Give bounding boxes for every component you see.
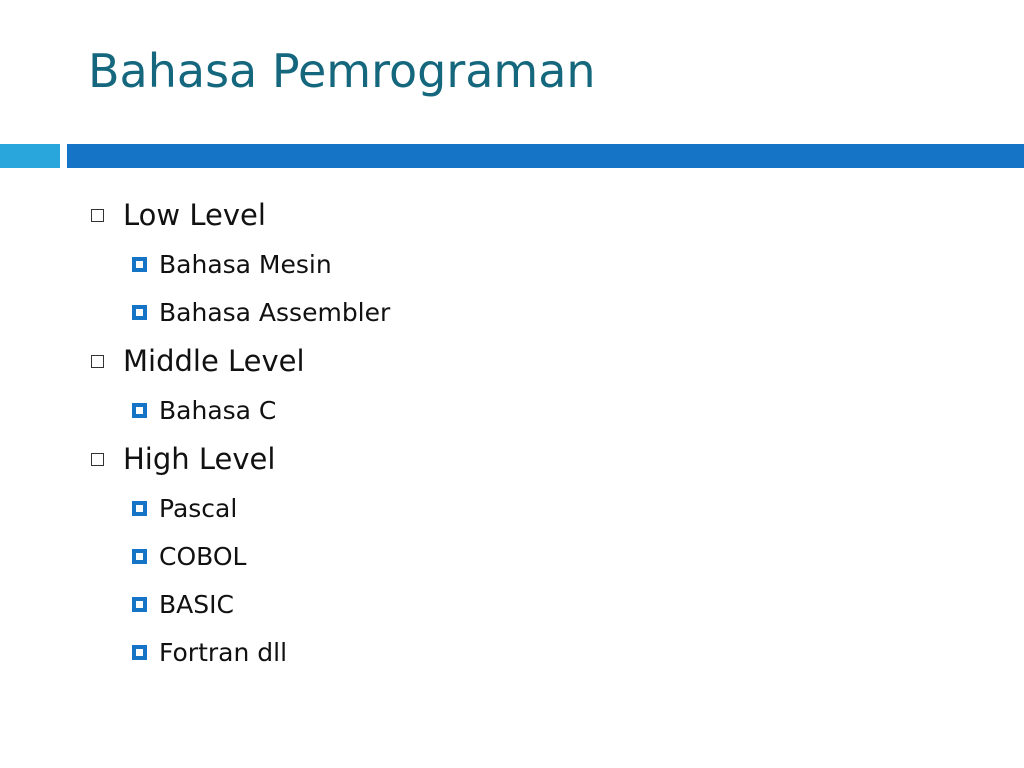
sub-list-item-label: COBOL <box>159 541 247 571</box>
hollow-square-bullet-icon <box>91 355 104 368</box>
list-item-low-level <box>88 196 968 234</box>
sub-list-item-label: Pascal <box>159 493 238 523</box>
filled-square-bullet-icon <box>132 403 147 418</box>
sub-list-item <box>132 294 968 330</box>
list-item-middle-level <box>88 342 968 380</box>
hollow-square-bullet-icon <box>91 209 104 222</box>
sub-list-item-label: Bahasa Mesin <box>159 249 332 279</box>
sub-list-item-label: Bahasa Assembler <box>159 297 391 327</box>
sub-list-item <box>132 634 968 670</box>
sub-list-item <box>132 392 968 428</box>
accent-bar-left <box>0 144 60 168</box>
sub-list-item <box>132 538 968 574</box>
filled-square-bullet-icon <box>132 257 147 272</box>
filled-square-bullet-icon <box>132 645 147 660</box>
sub-list-item-label: Fortran dll <box>159 637 288 667</box>
filled-square-bullet-icon <box>132 501 147 516</box>
bullet-list <box>88 196 968 682</box>
sub-list-item-label: BASIC <box>159 589 234 619</box>
sub-list-item <box>132 246 968 282</box>
filled-square-bullet-icon <box>132 549 147 564</box>
list-item-label: Low Level <box>123 198 266 232</box>
filled-square-bullet-icon <box>132 305 147 320</box>
slide-title: Bahasa Pemrograman <box>88 44 596 98</box>
list-item-label: High Level <box>123 442 276 476</box>
hollow-square-bullet-icon <box>91 453 104 466</box>
sub-list-item <box>132 490 968 526</box>
sub-list-item-label: Bahasa C <box>159 395 277 425</box>
list-item-high-level <box>88 440 968 478</box>
sub-list-item <box>132 586 968 622</box>
accent-bar-right <box>67 144 1024 168</box>
filled-square-bullet-icon <box>132 597 147 612</box>
list-item-label: Middle Level <box>123 344 305 378</box>
